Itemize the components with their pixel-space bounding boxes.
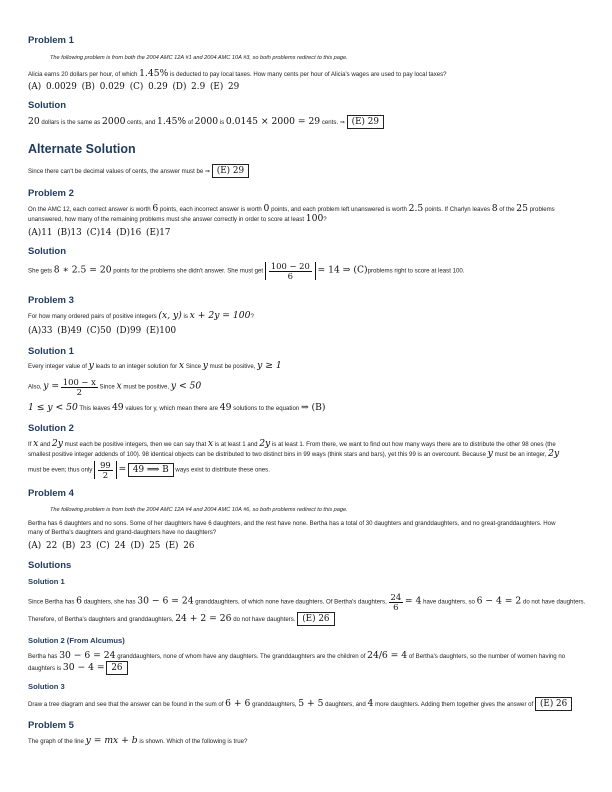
- math: y: [88, 360, 94, 371]
- math: 24/6 = 4: [367, 650, 408, 661]
- fraction-numerator: 100 − 20: [270, 261, 310, 271]
- problem-4-solutions-heading: Solutions: [28, 560, 72, 571]
- text: Alicia earns 20 dollars per hour, of which: [28, 71, 138, 78]
- fraction-denominator: 2: [76, 386, 82, 397]
- answer-box: (E) 26: [535, 697, 572, 711]
- text: problems right to score at least 100.: [367, 267, 465, 275]
- problem-4-solution-1-heading: Solution 1: [28, 577, 65, 586]
- text: If: [28, 441, 32, 448]
- math: y =: [43, 380, 60, 392]
- text: points, and each problem left unanswered is worth: [271, 206, 407, 213]
- text: must be an integer,: [494, 451, 547, 458]
- problem-5-text: [28, 737, 247, 747]
- math: 2000: [194, 116, 219, 127]
- fraction-numerator: 100 − x: [62, 377, 96, 387]
- fraction-denominator: 6: [393, 601, 399, 612]
- text: more daughters. Adding them together gives the answer of: [375, 701, 534, 708]
- text: do not have daughters.: [233, 616, 296, 623]
- fraction-numerator: 99: [100, 460, 111, 470]
- math: 49: [111, 402, 124, 413]
- math: 6 − 4 = 2: [476, 595, 522, 607]
- problem-4-solution-3-heading: Solution 3: [28, 682, 65, 691]
- text: do not have daughters.: [522, 598, 586, 606]
- problem-1-choices: (A) 0.0029 (B) 0.029 (C) 0.29 (D) 2.9 (E) 29: [28, 82, 240, 92]
- math: x: [33, 438, 39, 449]
- problem-3-text: [28, 312, 254, 322]
- math: x + 2y = 100: [189, 310, 251, 321]
- math: y: [202, 360, 208, 371]
- math: 1.45%: [139, 68, 169, 79]
- fraction: [61, 378, 98, 396]
- math: 6 + 6: [225, 698, 251, 709]
- math: 30 − 6 = 24: [137, 595, 194, 607]
- fraction-denominator: 2: [102, 469, 109, 480]
- problem-1-solution-heading: Solution: [28, 100, 66, 111]
- problem-4-solution-3-line1: [28, 700, 572, 710]
- text: Every integer value of: [28, 363, 87, 370]
- math: y = mx + b: [85, 735, 138, 746]
- problem-3-solution-1-line2: [28, 378, 201, 396]
- text: daughters, and: [325, 701, 366, 708]
- problem-3-solution-2-line2: [28, 450, 559, 460]
- math: 49: [219, 402, 232, 413]
- ceiling-bracket: [265, 262, 316, 280]
- text: granddaughters,: [252, 701, 297, 708]
- text: Also,: [28, 383, 42, 391]
- text: ?: [250, 313, 254, 320]
- math: =: [118, 463, 127, 475]
- problem-2-text-line1: [28, 205, 555, 215]
- problem-2-text-line2: [28, 215, 327, 225]
- problem-3-heading: Problem 3: [28, 295, 74, 306]
- math: 2000: [102, 116, 126, 127]
- problem-3-solution-1-heading: Solution 1: [28, 346, 74, 357]
- text: This leaves: [79, 405, 111, 412]
- text: For how many ordered pairs of positive integers: [28, 313, 157, 320]
- text: smallest positive integer addends of 100). 98 identical objects can be distributed to two distinct bins in 99 ways (think stars and bars), yet this 99 is an overcount. Because: [28, 451, 486, 458]
- math: 20: [28, 116, 40, 127]
- problem-4-solution-2-heading: Solution 2 (From Alcumus): [28, 636, 125, 645]
- text: daughters is: [28, 665, 62, 672]
- text: Bertha has: [28, 653, 58, 660]
- math: 0.0145 × 2000 = 29: [225, 116, 321, 127]
- text: solutions to the equation: [233, 405, 300, 412]
- text: is: [219, 119, 225, 126]
- math: 1 ≤ y < 50: [28, 402, 78, 413]
- text: have daughters, so: [423, 598, 475, 606]
- math: = 4: [404, 595, 422, 607]
- math: 0: [263, 203, 270, 214]
- problem-4-solution-2-line2: [28, 664, 128, 674]
- text: problems: [529, 206, 555, 213]
- math: 4: [367, 698, 374, 709]
- problem-3-solution-1-line3: [28, 404, 325, 414]
- text: ?: [323, 216, 327, 223]
- answer-box: (E) 29: [347, 115, 384, 129]
- answer-box: 26: [106, 661, 127, 675]
- fraction: [98, 461, 113, 479]
- text: Since: [99, 383, 115, 391]
- problem-3-solution-2-line1: [28, 440, 556, 450]
- text: unanswered, how many of the remaining problems must she answer correctly in order to score at least: [28, 216, 305, 223]
- text: granddaughters, none of whom have any daughters. The granddaughters are the children of: [117, 653, 366, 660]
- fraction: [389, 593, 404, 611]
- text: leads to an integer solution for: [95, 363, 178, 370]
- problem-1-note: The following problem is from both the 2004 AMC 12A #1 and 2004 AMC 10A #3, so both problems redirect to this page.: [50, 55, 348, 61]
- text: values for y, which mean there are: [125, 405, 219, 412]
- problem-4-solution-1-line1: [28, 593, 585, 611]
- text: Draw a tree diagram and see that the answer can be found in the sum of: [28, 701, 224, 708]
- math: 2y: [259, 438, 271, 449]
- math: x: [116, 380, 122, 392]
- text: of the: [499, 206, 515, 213]
- text: cents, and: [127, 119, 156, 126]
- alternate-solution-text: [28, 167, 249, 177]
- math: 5 + 5: [298, 698, 324, 709]
- math: y ≥ 1: [257, 360, 282, 371]
- text: dollars is the same as: [41, 119, 101, 126]
- text: Therefore, of Bertha's daughters and granddaughters,: [28, 616, 174, 623]
- math: = 14 ⇒ (C): [317, 264, 368, 276]
- text: points. If Charlyn leaves: [424, 206, 491, 213]
- text: must be positive,: [123, 383, 170, 391]
- fraction-denominator: 6: [287, 270, 293, 281]
- text: Since Bertha has: [28, 598, 75, 606]
- math: 25: [516, 203, 528, 214]
- answer-box: (E) 26: [297, 612, 334, 626]
- fraction-numerator: 24: [390, 592, 402, 602]
- math: y < 50: [170, 380, 202, 392]
- text: and: [39, 441, 51, 448]
- text: points, each incorrect answer is worth: [159, 206, 262, 213]
- text: The graph of the line: [28, 738, 84, 745]
- text: of Bertha's daughters, so the number of women having no: [408, 653, 566, 660]
- math: (x, y): [158, 310, 182, 321]
- text: She gets: [28, 267, 53, 275]
- text: points for the problems she didn't answer. She must get: [113, 267, 264, 275]
- text: of: [187, 119, 193, 126]
- math: 2y: [548, 448, 560, 459]
- math: 30 − 6 = 24: [59, 650, 116, 661]
- problem-1-text: [28, 70, 447, 80]
- math: 24 + 2 = 26: [175, 613, 232, 624]
- problem-4-text-line2: many of Bertha's daughters and grand-daughters have no daughters?: [28, 529, 217, 536]
- text: cents. ⇒: [321, 119, 345, 126]
- math: x: [178, 360, 185, 371]
- text: Since: [185, 363, 202, 370]
- math: 8 ∗ 2.5 = 20: [53, 264, 112, 276]
- problem-3-solution-2-line3: [28, 461, 270, 479]
- problem-2-solution-heading: Solution: [28, 246, 66, 257]
- problem-3-solution-1-line1: [28, 362, 282, 372]
- text: Since there can't be decimal values of cents, the answer must be ⇒: [28, 168, 211, 175]
- text: must be even; thus only: [28, 466, 93, 474]
- math: 100: [305, 213, 324, 224]
- problem-3-solution-2-heading: Solution 2: [28, 423, 74, 434]
- problem-4-heading: Problem 4: [28, 488, 74, 499]
- problem-4-note: The following problem is from both the 2004 AMC 12A #4 and 2004 AMC 10A #6, so both problems redirect to this page.: [50, 507, 348, 513]
- text: On the AMC 12, each correct answer is worth: [28, 206, 151, 213]
- text: is at least 1 and: [214, 441, 258, 448]
- math: x: [207, 438, 214, 449]
- fraction: [269, 262, 312, 280]
- problem-2-heading: Problem 2: [28, 188, 74, 199]
- text: daughters, she has: [83, 598, 136, 606]
- math: 6: [152, 203, 159, 214]
- text: is deducted to pay local taxes. How many cents per hour of Alicia's wages are used to pay local taxes?: [170, 71, 447, 78]
- text: is at least 1. From there, we want to find out how many ways there are to distribute the other 98 ones (the: [271, 441, 556, 448]
- problem-1-heading: Problem 1: [28, 35, 74, 46]
- problem-4-solution-1-line2: [28, 615, 335, 625]
- problem-5-heading: Problem 5: [28, 720, 74, 731]
- floor-bracket: [94, 461, 117, 479]
- problem-2-choices: (A)11 (B)13 (C)14 (D)16 (E)17: [28, 228, 171, 238]
- math: 8: [491, 203, 498, 214]
- math: 2y: [51, 438, 63, 449]
- problem-3-choices: (A)33 (B)49 (C)50 (D)99 (E)100: [28, 326, 177, 336]
- answer-box: (E) 29: [212, 164, 249, 178]
- alternate-solution-heading: Alternate Solution: [28, 142, 136, 156]
- math: y: [487, 448, 493, 459]
- text: is shown. Which of the following is true?: [139, 738, 248, 745]
- problem-4-choices: (A) 22 (B) 23 (C) 24 (D) 25 (E) 26: [28, 541, 195, 551]
- problem-2-solution-text: [28, 262, 464, 280]
- text: is: [183, 313, 188, 320]
- math: 2.5: [408, 203, 424, 214]
- math: ⇒ (B): [300, 402, 326, 413]
- text: granddaughters, of which none have daughters. Of Bertha's daughters,: [195, 598, 387, 606]
- problem-1-solution-text: [28, 118, 384, 128]
- math: 6: [76, 595, 82, 607]
- text: must be positive,: [209, 363, 256, 370]
- text: must each be positive integers, then we can say that: [64, 441, 207, 448]
- math: 30 − 4 =: [62, 662, 105, 673]
- problem-4-text-line1: Bertha has 6 daughters and no sons. Some of her daughters have 6 daughters, and the rest have none. Bertha has a total of 30 daughters and granddaughters, and no great-granddaughters. How: [28, 520, 556, 527]
- math: 1.45%: [156, 116, 187, 127]
- answer-box: 49 ⟹ B: [128, 463, 174, 477]
- text: ways exist to distribute these ones.: [175, 466, 270, 474]
